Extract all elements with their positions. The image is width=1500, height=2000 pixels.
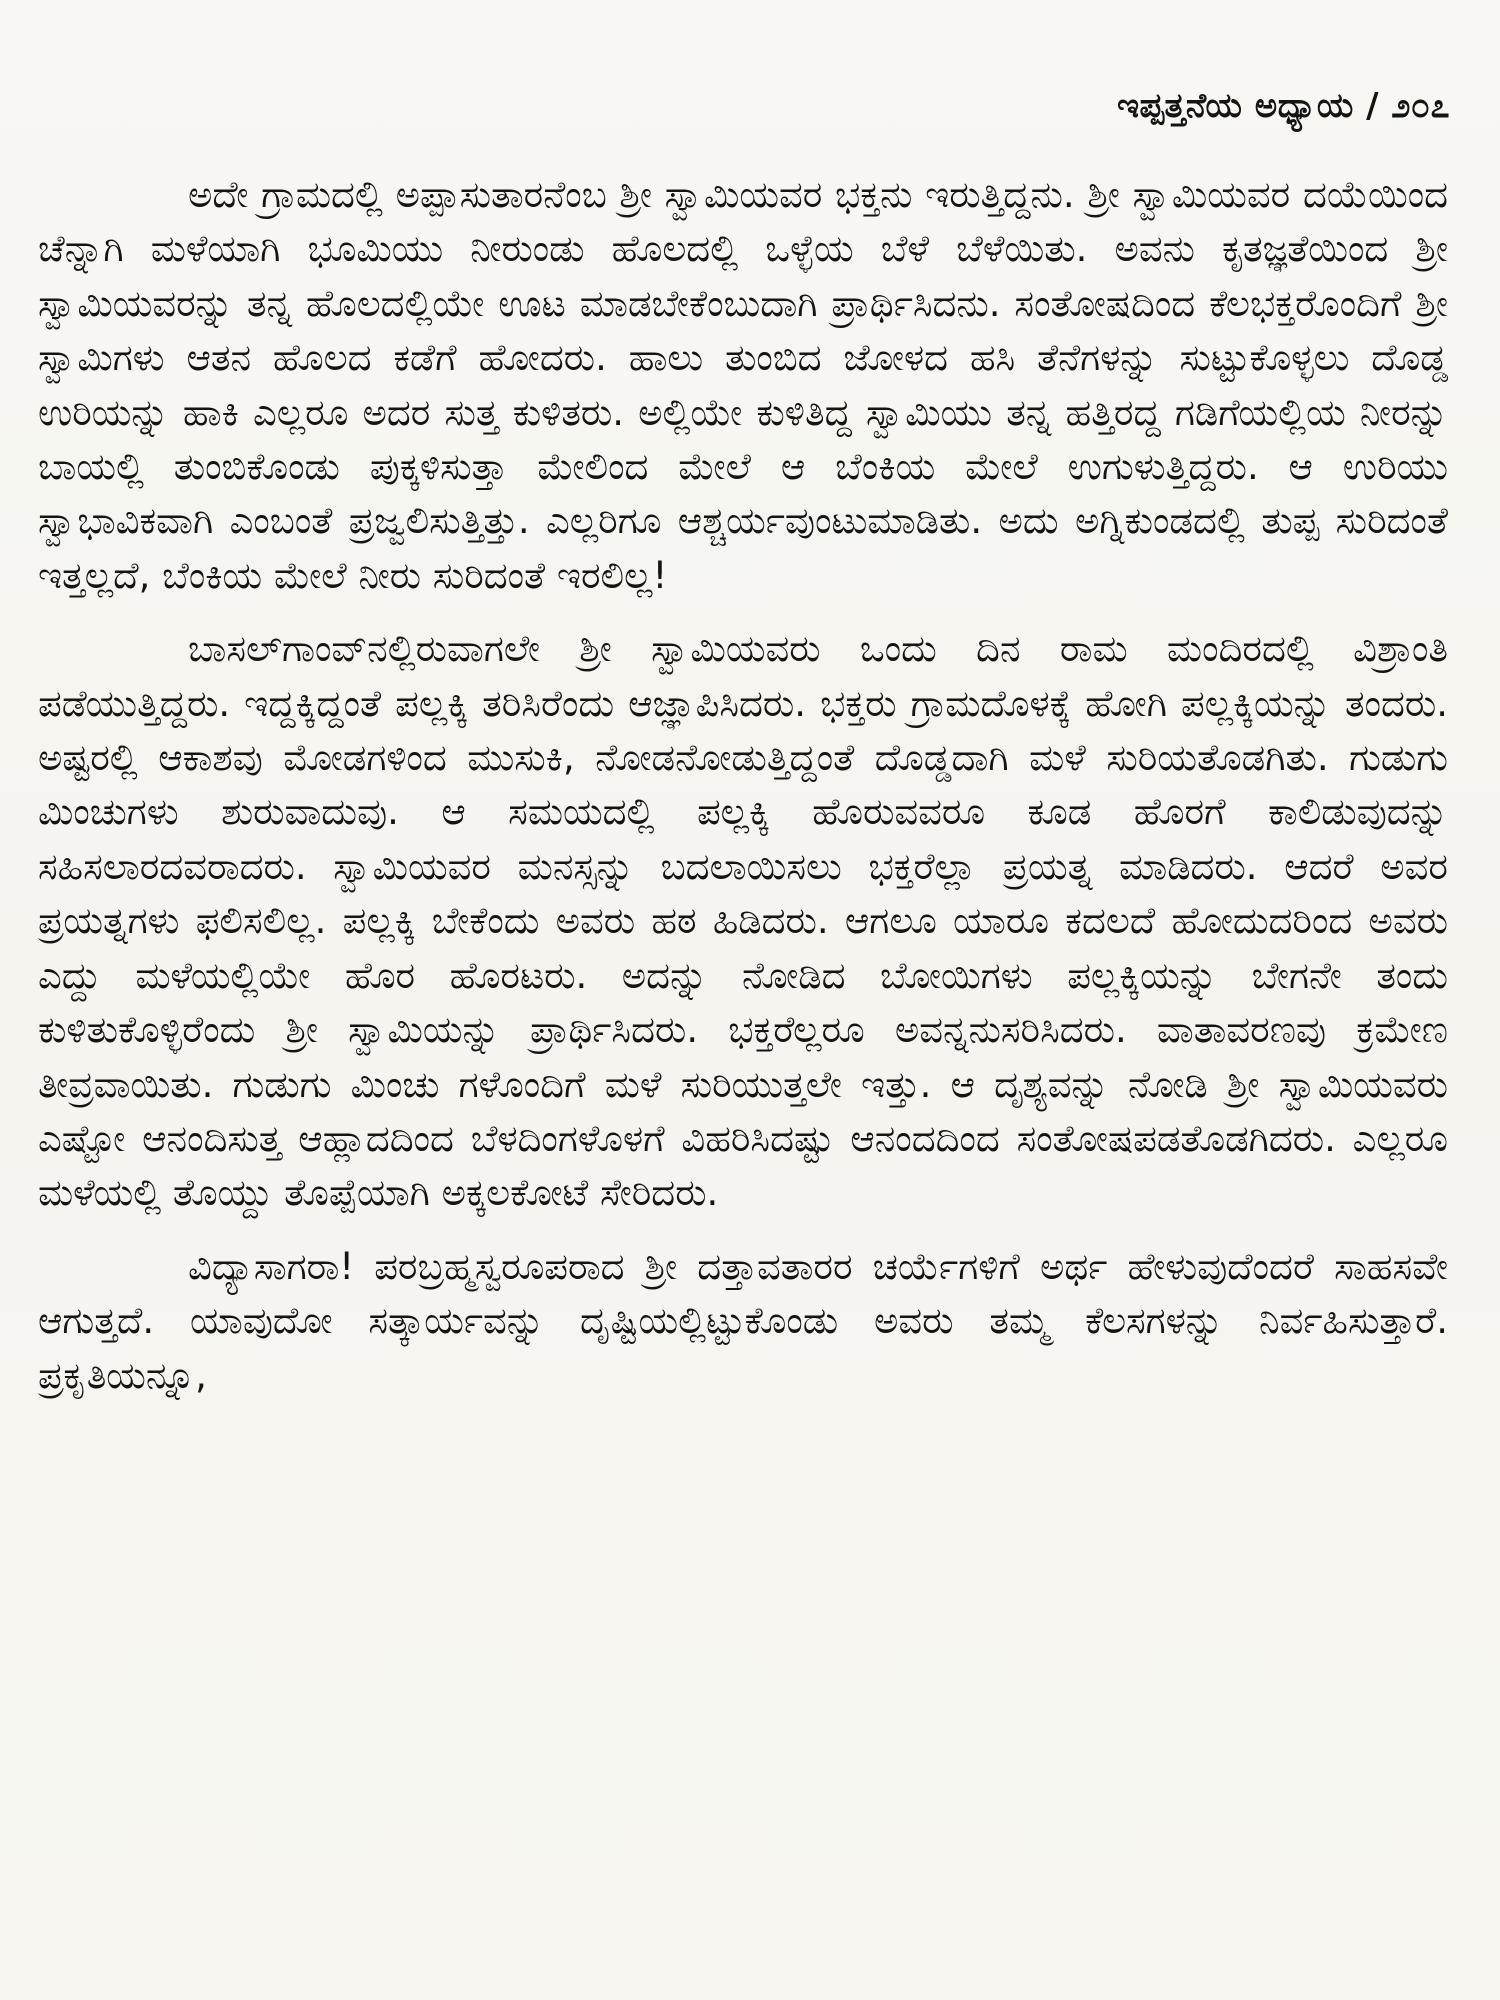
paragraph-3: ವಿದ್ಯಾಸಾಗರಾ! ಪರಬ್ರಹ್ಮಸ್ವರೂಪರಾದ ಶ್ರೀ ದತ್ತಾವತಾರರ ಚರ್ಯೆಗಳಿಗೆ ಅರ್ಥ ಹೇಳುವುದೆಂದರೆ ಸಾಹಸವೇ ಆಗುತ್ತದೆ. ಯಾವುದೋ ಸತ್ಕಾರ್ಯವನ್ನು ದೃಷ್ಟಿಯಲ್ಲಿಟ್ಟುಕೊಂಡು ಅವರು ತಮ್ಮ ಕೆಲಸಗಳನ್ನು ನಿರ್ವಹಿಸುತ್ತಾರೆ. ಪ್ರಕೃತಿಯನ್ನೂ, (38, 1244, 1448, 1397)
running-header: ಇಪ್ಪತ್ತನೆಯ ಅಧ್ಯಾಯ / ೨೦೭ (1116, 86, 1450, 126)
body-text (38, 168, 1448, 1403)
paragraph-1: ಅದೇ ಗ್ರಾಮದಲ್ಲಿ ಅಪ್ಪಾಸುತಾರನೆಂಬ ಶ್ರೀ ಸ್ವಾಮಿಯವರ ಭಕ್ತನು ಇರುತ್ತಿದ್ದನು. ಶ್ರೀ ಸ್ವಾಮಿಯವರ ದಯೆಯಿಂದ ಚೆನ್ನಾಗಿ ಮಳೆಯಾಗಿ ಭೂಮಿಯು ನೀರುಂಡು ಹೊಲದಲ್ಲಿ ಒಳ್ಳೆಯ ಬೆಳೆ ಬೆಳೆಯಿತು. ಅವನು ಕೃತಜ್ಞತೆಯಿಂದ ಶ್ರೀ ಸ್ವಾಮಿಯವರನ್ನು ತನ್ನ ಹೊಲದಲ್ಲಿಯೇ ಊಟ ಮಾಡಬೇಕೆಂಬುದಾಗಿ ಪ್ರಾರ್ಥಿಸಿದನು. ಸಂತೋಷದಿಂದ ಕೆಲಭಕ್ತರೊಂದಿಗೆ ಶ್ರೀ ಸ್ವಾಮಿಗಳು ಆತನ ಹೊಲದ ಕಡೆಗೆ ಹೋದರು. ಹಾಲು ತುಂಬಿದ ಜೋಳದ ಹಸಿ ತೆನೆಗಳನ್ನು ಸುಟ್ಟುಕೊಳ್ಳಲು ದೊಡ್ಡ ಉರಿಯನ್ನು ಹಾಕಿ ಎಲ್ಲರೂ ಅದರ ಸುತ್ತ ಕುಳಿತರು. ಅಲ್ಲಿಯೇ ಕುಳಿತಿದ್ದ ಸ್ವಾಮಿಯು ತನ್ನ ಹತ್ತಿರದ್ದ ಗಡಿಗೆಯಲ್ಲಿಯ ನೀರನ್ನು ಬಾಯಲ್ಲಿ ತುಂಬಿಕೊಂಡು ಪುಕ್ಕಳಿಸುತ್ತಾ ಮೇಲಿಂದ ಮೇಲೆ ಆ ಬೆಂಕಿಯ ಮೇಲೆ ಉಗುಳುತ್ತಿದ್ದರು. ಆ ಉರಿಯು ಸ್ವಾಭಾವಿಕವಾಗಿ ಎಂಬಂತೆ ಪ್ರಜ್ವಲಿಸುತ್ತಿತ್ತು. ಎಲ್ಲರಿಗೂ ಆಶ್ಚರ್ಯವುಂಟುಮಾಡಿತು. ಅದು ಅಗ್ನಿಕುಂಡದಲ್ಲಿ ತುಪ್ಪ ಸುರಿದಂತೆ ಇತ್ತಲ್ಲದೆ, ಬೆಂಕಿಯ ಮೇಲೆ ನೀರು ಸುರಿದಂತೆ ಇರಲಿಲ್ಲ! (38, 173, 1448, 597)
paragraph-2: ಬಾಸಲ್‌ಗಾಂವ್‌ನಲ್ಲಿರುವಾಗಲೇ ಶ್ರೀ ಸ್ವಾಮಿಯವರು ಒಂದು ದಿನ ರಾಮ ಮಂದಿರದಲ್ಲಿ ವಿಶ್ರಾಂತಿ ಪಡೆಯುತ್ತಿದ್ದರು. ಇದ್ದಕ್ಕಿದ್ದಂತೆ ಪಲ್ಲಕ್ಕಿ ತರಿಸಿರೆಂದು ಆಜ್ಞಾಪಿಸಿದರು. ಭಕ್ತರು ಗ್ರಾಮದೊಳಕ್ಕೆ ಹೋಗಿ ಪಲ್ಲಕ್ಕಿಯನ್ನು ತಂದರು. ಅಷ್ಟರಲ್ಲಿ ಆಕಾಶವು ಮೋಡಗಳಿಂದ ಮುಸುಕಿ, ನೋಡನೋಡುತ್ತಿದ್ದಂತೆ ದೊಡ್ಡದಾಗಿ ಮಳೆ ಸುರಿಯತೊಡಗಿತು. ಗುಡುಗು ಮಿಂಚುಗಳು ಶುರುವಾದುವು. ಆ ಸಮಯದಲ್ಲಿ ಪಲ್ಲಕ್ಕಿ ಹೊರುವವರೂ ಕೂಡ ಹೊರಗೆ ಕಾಲಿಡುವುದನ್ನು ಸಹಿಸಲಾರದವರಾದರು. ಸ್ವಾಮಿಯವರ ಮನಸ್ಸನ್ನು ಬದಲಾಯಿಸಲು ಭಕ್ತರೆಲ್ಲಾ ಪ್ರಯತ್ನ ಮಾಡಿದರು. ಆದರೆ ಅವರ ಪ್ರಯತ್ನಗಳು ಫಲಿಸಲಿಲ್ಲ. ಪಲ್ಲಕ್ಕಿ ಬೇಕೆಂದು ಅವರು ಹಠ ಹಿಡಿದರು. ಆಗಲೂ ಯಾರೂ ಕದಲದೆ ಹೋದುದರಿಂದ ಅವರು ಎದ್ದು ಮಳೆಯಲ್ಲಿಯೇ ಹೊರ ಹೊರಟರು. ಅದನ್ನು ನೋಡಿದ ಬೋಯಿಗಳು ಪಲ್ಲಕ್ಕಿಯನ್ನು ಬೇಗನೇ ತಂದು ಕುಳಿತುಕೊಳ್ಳಿರೆಂದು ಶ್ರೀ ಸ್ವಾಮಿಯನ್ನು ಪ್ರಾರ್ಥಿಸಿದರು. ಭಕ್ತರೆಲ್ಲರೂ ಅವನ್ನನುಸರಿಸಿದರು. ವಾತಾವರಣವು ಕ್ರಮೇಣ ತೀವ್ರವಾಯಿತು. ಗುಡುಗು ಮಿಂಚು ಗಳೊಂದಿಗೆ ಮಳೆ ಸುರಿಯುತ್ತಲೇ ಇತ್ತು. ಆ ದೃಶ್ಯವನ್ನು ನೋಡಿ ಶ್ರೀ ಸ್ವಾಮಿಯವರು ಎಷ್ಟೋ ಆನಂದಿಸುತ್ತ ಆಹ್ಲಾದದಿಂದ ಬೆಳದಿಂಗಳೊಳಗೆ ವಿಹರಿಸಿದಷ್ಟು ಆನಂದದಿಂದ ಸಂತೋಷಪಡತೊಡಗಿದರು. ಎಲ್ಲರೂ ಮಳೆಯಲ್ಲಿ ತೊಯ್ದು ತೊಪ್ಪೆಯಾಗಿ ಅಕ್ಕಲಕೋಟೆ ಸೇರಿದರು. (38, 627, 1448, 1215)
